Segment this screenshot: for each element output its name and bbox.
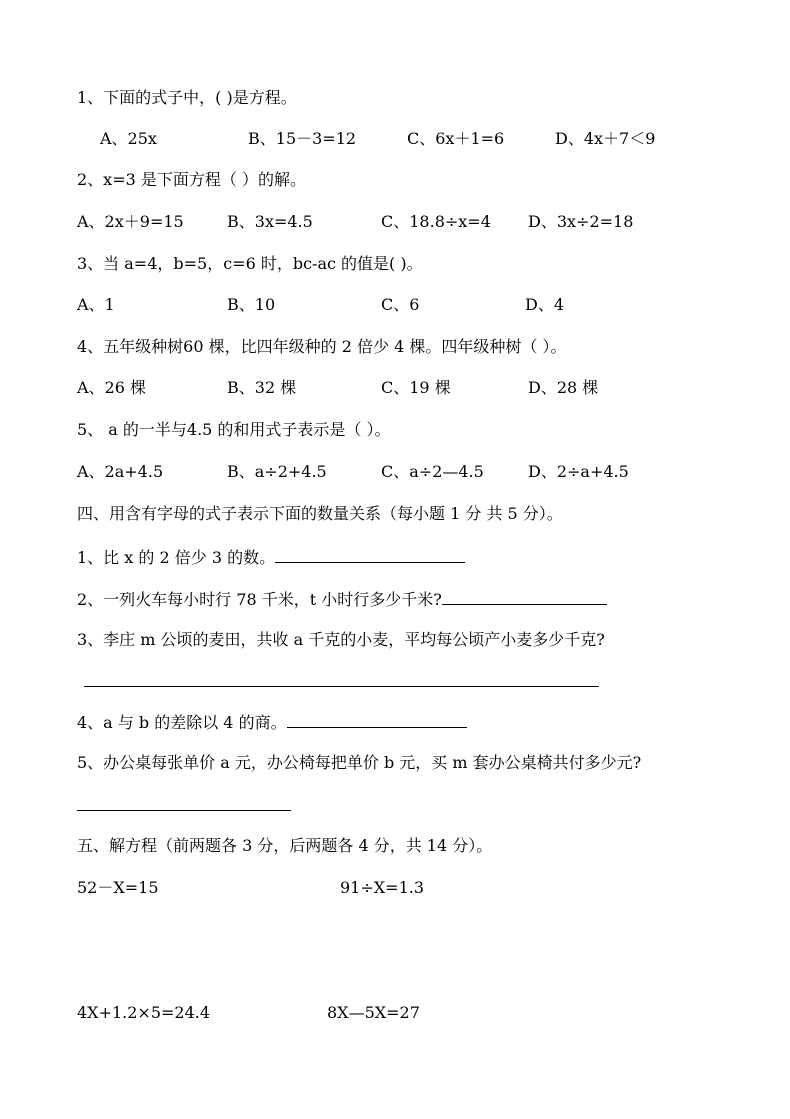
question-1-option-c: C、6x＋1=6 [407,129,505,148]
answer-blank-2[interactable] [442,588,607,605]
question-4-option-a: A、26 棵 [77,378,147,397]
section-4-question-4 [77,711,467,733]
question-4-option-b: B、32 棵 [227,378,297,397]
question-2-option-d: D、3x÷2=18 [528,212,634,231]
question-5-option-c: C、a÷2—4.5 [381,462,484,481]
answer-blank-4[interactable] [287,711,467,728]
answer-line-5[interactable] [77,810,291,811]
section-4-question-2-text: 2、一列火车每小时行 78 千米，t 小时行多少千米? [77,590,442,609]
section-4-question-2 [77,588,607,610]
question-3-stem: 3、当 a=4，b=5，c=6 时，bc-ac 的值是( )。 [77,254,423,273]
answer-line-3[interactable] [84,686,599,687]
section-5-heading: 五、解方程（前两题各 3 分，后两题各 4 分，共 14 分）。 [77,836,493,855]
equation-4: 8X—5X=27 [327,1003,420,1022]
section-4-question-4-text: 4、a 与 b 的差除以 4 的商。 [77,713,287,732]
section-4-heading: 四、用含有字母的式子表示下面的数量关系（每小题 1 分 共 5 分）。 [77,504,563,523]
question-4-option-c: C、19 棵 [381,378,451,397]
question-3-option-d: D、4 [525,295,565,314]
equation-3: 4X+1.2×5=24.4 [77,1003,211,1022]
question-3-option-a: A、1 [77,295,115,314]
question-5-stem: 5、 a 的一半与4.5 的和用式子表示是（ ）。 [77,420,391,439]
section-4-question-1-text: 1、比 x 的 2 倍少 3 的数。 [77,548,276,567]
question-2-option-c: C、18.8÷x=4 [381,212,491,231]
question-5-option-d: D、2÷a+4.5 [528,462,629,481]
question-2-stem: 2、x=3 是下面方程（ ）的解。 [77,170,306,189]
answer-blank-1[interactable] [275,546,465,563]
section-4-question-5: 5、办公桌每张单价 a 元，办公椅每把单价 b 元，买 m 套办公桌椅共付多少元? [77,753,642,772]
question-1-option-b: B、15－3=12 [248,129,357,148]
equation-1: 52－X=15 [77,878,159,897]
section-4-question-3: 3、李庄 m 公顷的麦田，共收 a 千克的小麦，平均每公顷产小麦多少千克? [77,630,605,649]
question-3-option-b: B、10 [227,295,276,314]
question-1-option-d: D、4x＋7＜9 [555,129,656,148]
question-5-option-a: A、2a+4.5 [77,462,164,481]
question-4-option-d: D、28 棵 [528,378,599,397]
question-2-option-a: A、2x＋9=15 [77,212,184,231]
question-1-stem: 1、下面的式子中，( )是方程。 [77,88,297,107]
question-4-stem: 4、五年级种树60 棵，比四年级种的 2 倍少 4 棵。四年级种树（ ）。 [77,337,567,356]
question-5-option-b: B、a÷2+4.5 [227,462,327,481]
question-2-option-b: B、3x=4.5 [227,212,313,231]
question-3-option-c: C、6 [381,295,420,314]
question-1-option-a: A、25x [100,129,157,148]
section-4-question-1 [77,546,465,568]
equation-2: 91÷X=1.3 [340,878,425,897]
